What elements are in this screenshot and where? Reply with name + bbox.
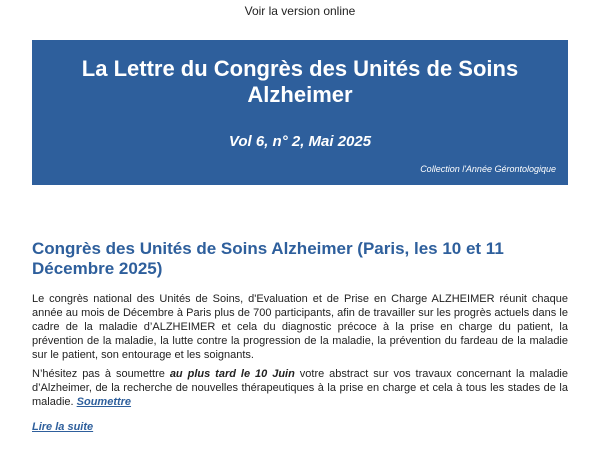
view-online-link[interactable]: Voir la version online bbox=[244, 4, 356, 18]
submission-text-intro: N’hésitez pas à soumettre bbox=[32, 368, 170, 380]
article-paragraph-intro: Le congrès national des Unités de Soins, d'Evaluation et de Prise en Charge ALZHEIMER réunit chaque année au mois de Décembre à Paris plus de 700 participants, afin de travailler sur les progrès actuels dans le cadre de la maladie d’ALZHEIMER et cela du diagnostic précoce à la prise en charge du patient, la prévention de la maladie, la lutte contre la progression de la maladie, la prévention du fardeau de la maladie sur le patient, son entourage et les soignants. bbox=[32, 293, 568, 361]
issue-volume: Vol 6, n° 2, Mai 2025 bbox=[228, 133, 372, 150]
submit-link[interactable]: Soumettre bbox=[76, 396, 132, 408]
read-more-link[interactable]: Lire la suite bbox=[32, 421, 94, 433]
newsletter-banner bbox=[32, 40, 568, 185]
newsletter-title: La Lettre du Congrès des Unités de Soins Alzheimer bbox=[81, 56, 519, 107]
submission-text-body: votre abstract sur vos travaux concernant la maladie d’Alzheimer, de la recherche de nouvelles thérapeutiques à la prise en charge et cela à tous les stades de la maladie. bbox=[32, 368, 568, 408]
collection-label: Collection l'Année Gérontologique bbox=[420, 164, 556, 174]
submission-deadline: au plus tard le 10 Juin bbox=[169, 368, 295, 380]
article-paragraph-submission bbox=[32, 367, 568, 409]
article-title: Congrès des Unités de Soins Alzheimer (Paris, les 10 et 11 Décembre 2025) bbox=[32, 239, 504, 278]
